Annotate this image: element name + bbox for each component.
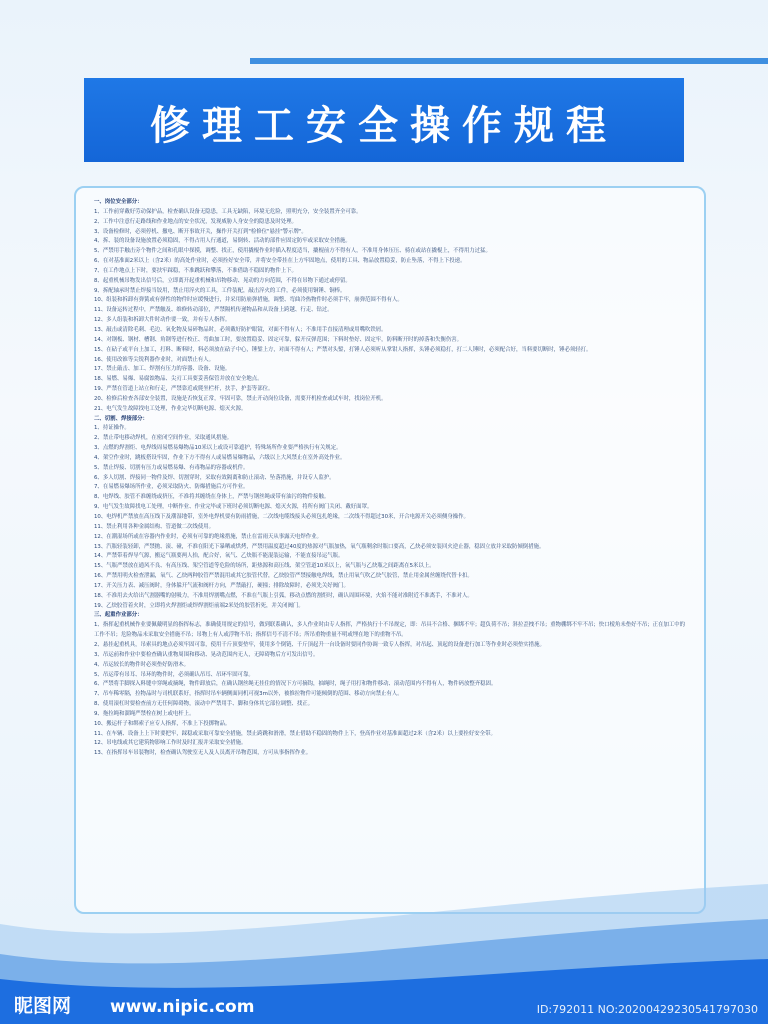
rule-item: 11、禁止利用各种金属结构、管道做二次线使用。 bbox=[94, 523, 215, 530]
top-accent-stripe bbox=[250, 58, 768, 64]
rule-item: 9、拖拉绳和溜绳严禁栓在树上或电杆上。 bbox=[94, 710, 195, 717]
rule-item: 2、禁止带电移动焊机，在密闭空间作业，采取通风措施。 bbox=[94, 435, 233, 442]
watermark-id: ID:792011 NO:20200429230541797030 bbox=[536, 1003, 758, 1016]
rule-item: 8、起重机械吊物发出信号后，立即离开起重机械和吊物移动、晃动的方向范围，不得在吊物下通过或停留。 bbox=[94, 277, 351, 284]
rule-item: 17、禁止敲击、加工、焊割有压力的容器、设备、设施。 bbox=[94, 366, 231, 373]
rule-item: 3、设备检修时，必须停机、撤电、断开事故开关，操作开关打到"检修位"悬挂"警示牌"。 bbox=[94, 228, 307, 235]
page-title: 修理工安全操作规程 bbox=[150, 103, 618, 149]
rule-item: 11、在车辆、设备上上下时要把牢，踩稳或采取可靠安全措施，禁止跨跳和滑滑，禁止借助不稳固的物件上下，登高作业对基准面超过2米（含2米）以上要拴好安全带。 bbox=[94, 730, 496, 737]
rule-item: 7、在工作地点上下时，要扶牢踩稳，不准跳跃和攀落，不准借助不稳固的物件上下。 bbox=[94, 267, 297, 274]
rule-item: 8、电焊线、胶管不准缠绕或挤压，不准将其缠绕在身体上，严禁与钢丝绳或带有油污的物件接触。 bbox=[94, 494, 330, 501]
rule-item: 13、汽瓶轻装轻卸，严禁抛、滚、碰，不准在阳光下暴晒或烘烤，严禁用温度超过40度的热源对气瓶加热，氧气瓶剩余时瓶口要高，乙炔必须安装回火逆止器，稳固立放并采取防倾倒措施。 bbox=[94, 543, 545, 550]
rule-item: 10、组装和拆卸有弹簧或有弹性的物件时应缓慢进行，并采用防崩弹措施，调整、弯曲冷热物件时必须手牢，崩弹范围不得有人。 bbox=[94, 297, 403, 304]
rule-item: 1、工作前穿戴好劳动保护品，检查确认设备无隐患，工具无缺陷，环境无危险，照明充分，安全装置齐全可靠。 bbox=[94, 208, 362, 215]
rule-item: 5、严禁用手触击旁个物件之间和孔眼中探摸，调整、找正，使用撬棍作业时插入程度适当，撬棍前方不得有人，不准用身体压压、骑在或站在撬棍上，不得用力过猛。 bbox=[94, 248, 491, 255]
rule-item: 14、严禁带着焊导气源，搬运气瓶要两人抬，配合好，氧气、乙炔瓶不能混装运输，不能直接吊运气瓶。 bbox=[94, 553, 344, 560]
rule-item: 10、电焊机严禁放在高压线下及潮湿地带，室外电焊机要有防雨措施，二次线电缆线接头必须包扎绝缘，二次线不得超过30米，开合电源开关必须侧身操作。 bbox=[94, 514, 469, 520]
rule-item: 12、在潮湿场所或在容器内作业时，必须有可靠的绝缘措施，禁止在雷雨天从事露天电焊作业。 bbox=[94, 533, 322, 540]
rule-item: 17、开关压力表、减压阀时，身体躲开气流和阀杆方向，严禁敲打，硬撞；排除故障时，必须先关好阀门。 bbox=[94, 582, 349, 589]
regulations-text bbox=[94, 198, 688, 759]
section-heading: 三、起重作业部分： bbox=[94, 612, 143, 619]
rule-item: 8、使用滚杠时要检查前方无任何障碍物，滚动中严禁用手、脚和身体其它部位调整、找正。 bbox=[94, 701, 314, 708]
rule-item: 4、拆、装的设备设施放置必须稳固，不得占用人行通道，易倒转、活动的部件应固定防牢或采取安全措施。 bbox=[94, 238, 351, 245]
rule-item: 7、吊车稀零隔，拉物品时与司机联系好，指挥时吊车辆侧面同机可视3m以外，被推拉物件可能倾倒的范围、移动方向禁止有人。 bbox=[94, 691, 403, 698]
rule-item: 6、严禁将手脚探入料缝中穿绳或摘绳，物件卸放后，在确认钢丝绳无挂住的情况下方可摘钩，抽绳时，绳子用打和物件移动、滚动范围内不得有人，物件码放整齐稳固。 bbox=[94, 681, 497, 688]
rule-item: 19、乙炔胶管着火时，立即将火焊割炬或焊焊割炬前端2米处的胶管折死，并关闭阀门。 bbox=[94, 602, 304, 609]
rule-item: 13、在指挥吊车吊装物时，检查确认驾驶室无人及人员离开吊物范围，方可从事指挥作业。 bbox=[94, 750, 312, 757]
rule-item: 5、禁止焊接、切割有压力或易燃易爆、有毒物品的容器或机件。 bbox=[94, 464, 249, 471]
rule-item: 6、多人切割、焊接同一物件及焊、切割穿时，采取有效隔离和防止滚动、坠落措施，并设专人监护。 bbox=[94, 474, 335, 481]
rule-item: 19、严禁在管道上站立和行走，严禁靠近或爬坐栏杆，扶手，护套等部位。 bbox=[94, 386, 274, 393]
rule-item: 10、搬运杆子和绑索子应专人指挥，不准上下投掷物品。 bbox=[94, 720, 231, 727]
watermark-site: www.nipic.com bbox=[110, 997, 255, 1017]
rule-item: 11、设备运转过程中，严禁触及、维修转动部位，严禁隔机传递物品和从设备上跨越、行走、钻过。 bbox=[94, 307, 333, 314]
rule-item: 4、架空作业时，跳板搭设牢固，作业下方不得有人或易燃易爆物品，六级以上大风禁止在室外高处作业。 bbox=[94, 454, 346, 461]
rule-item: 9、电气发生故障找电工处理，中断作业、作业完毕或下班时必须切断电源、熄灭火源，将所有阀门关闭、戴好面罩。 bbox=[94, 504, 373, 511]
rule-item: 18、不准用去火给出气割器嘴的射吸力，不准用焊割嘴点燃，不准在气瓶上引弧，移动点燃的割炬时，确认周围环境，火焰不能对准附近不准离手，不准对人。 bbox=[94, 592, 473, 599]
rule-item: 7、在易燃易爆场所作业，必须采取防火、防爆措施后方可作业。 bbox=[94, 484, 249, 491]
rule-item: 3、点燃的焊割炬、电焊线周易燃易爆物品10米以上或设可靠遮护，特殊场所作业要严格执行有关规定。 bbox=[94, 445, 342, 452]
rule-item: 15、在砧子或平台上加工，打料、断料时，料必须放在砧子中心，锤錾上方，对面不得有人；严禁对头錾，打锤人必须听从掌钳人指挥，头锤必须稳打，打二人锤时，必须配合好，当料要切断时，锤必须轻打。 bbox=[94, 346, 592, 353]
rule-item: 15、气瓶严禁放在通风不良、有高压线、架空管道等危险的场所，距热源和高压线、架空管道10米以上，氧气瓶与乙炔瓶之间距离在5米以上。 bbox=[94, 563, 435, 570]
rule-item: 6、在对基准面2米以上（含2米）的高处作业时，必须拴好安全带，并将安全带挂在上方牢固地点，使用的工具、物品放置稳妥，防止坠落，不得上下投递。 bbox=[94, 258, 466, 265]
rule-item: 18、易燃、易爆、易腐蚀物品、尖刃工具要妥善保管并放在安全地点。 bbox=[94, 376, 263, 383]
rule-item: 14、对钢板、钢材、槽钢、角钢等进行校正、弯曲加工时，要放置稳妥、固定可靠，躲开反弹范围；下料时垫好、固定牢，防料断开时的掉落和失衡伤害。 bbox=[94, 336, 463, 343]
rule-item: 2、悬挂起重机具，吊索具的地点必须牢固可靠，使用千斤顶要垫牢，使用多个倒链、千斤顶起升一台设备时要同作协调一致专人指挥，对吊起、顶起的设备进行加工等作业时必须垫实措施。 bbox=[94, 641, 545, 648]
rule-item: 16、严禁用明火检查泄漏，氧气、乙炔两种胶管严禁混用或其它胶管代替，乙炔胶管严禁接触电焊线，禁止用氧气吹乙炔气胶管，禁止用金属丝缠绕代替卡扣。 bbox=[94, 573, 473, 580]
rule-item: 13、敲击或清除毛刺、毛边、氧化物及易碎物品时，必须戴好防护眼镜，对面不得有人；不准用手直接清理或用嘴吹铁屑。 bbox=[94, 326, 387, 333]
rule-item: 12、吊电线或其它建筑物影响工作时及时汇报并采取安全措施。 bbox=[94, 740, 247, 747]
rule-item: 1、指挥起重机械作业要佩戴明显的指挥标志，准确使用规定的信号，做到联系确认，多人作业时由专人指挥，严格执行十不吊规定，即：吊具不合格、捆绑不牢；超负荷不吊；斜拉歪拽不吊；重物棚绑不牢不吊；快口棱角未垫好不吊；正在加工中的工作不吊；危险物品未采取安全措施不吊；吊物上有人或浮物不吊；指挥信号不清不吊；所吊重物重量不明或埋在地下的重物不吊。 bbox=[94, 622, 686, 639]
rule-item: 21、电气发生故障找电工处理，作业完毕切断电源、熄灭火源。 bbox=[94, 405, 247, 412]
rule-item: 3、吊运前和作业中要检查确认重物周围和移动、晃动范围内无人，无障碍物后方可发出信号。 bbox=[94, 651, 319, 658]
rule-item: 1、持证操作。 bbox=[94, 425, 130, 432]
title-banner bbox=[84, 78, 684, 162]
section-heading: 二、切割、焊接部分： bbox=[94, 415, 148, 422]
rule-item: 16、使用改锥等尖锐利器作业时，对面禁止有人。 bbox=[94, 356, 215, 363]
watermark-logo: 昵图网 bbox=[14, 995, 72, 1017]
watermark-footer bbox=[0, 986, 768, 1024]
rule-item: 20、检修后检查各部安全装置，设施是否恢复正常，牢固可靠，禁止开动岗位设备，需要开机检查或试车时，找岗位开机。 bbox=[94, 395, 387, 402]
section-heading: 一、岗位安全部分： bbox=[94, 199, 143, 205]
rule-item: 5、吊运带有吊耳、吊环的物件时，必须确认吊耳、吊环牢固可靠。 bbox=[94, 671, 254, 678]
content-panel bbox=[74, 186, 706, 914]
rule-item: 12、多人组装和拆卸大件时动作要一致，并有专人指挥。 bbox=[94, 317, 231, 324]
rule-item: 2、工作中注意行走路线和作业地点的安全状况，发现威胁人身安全的隐患及时处理。 bbox=[94, 218, 297, 225]
rule-item: 4、吊运较长的物件时必须垫好防滑木。 bbox=[94, 661, 190, 668]
rule-item: 9、拆配轴承时禁止焊接当铰用，禁止用淬火的工具，工件装配，敲击淬火的工件，必须使用铜锤、铜棒。 bbox=[94, 287, 346, 294]
